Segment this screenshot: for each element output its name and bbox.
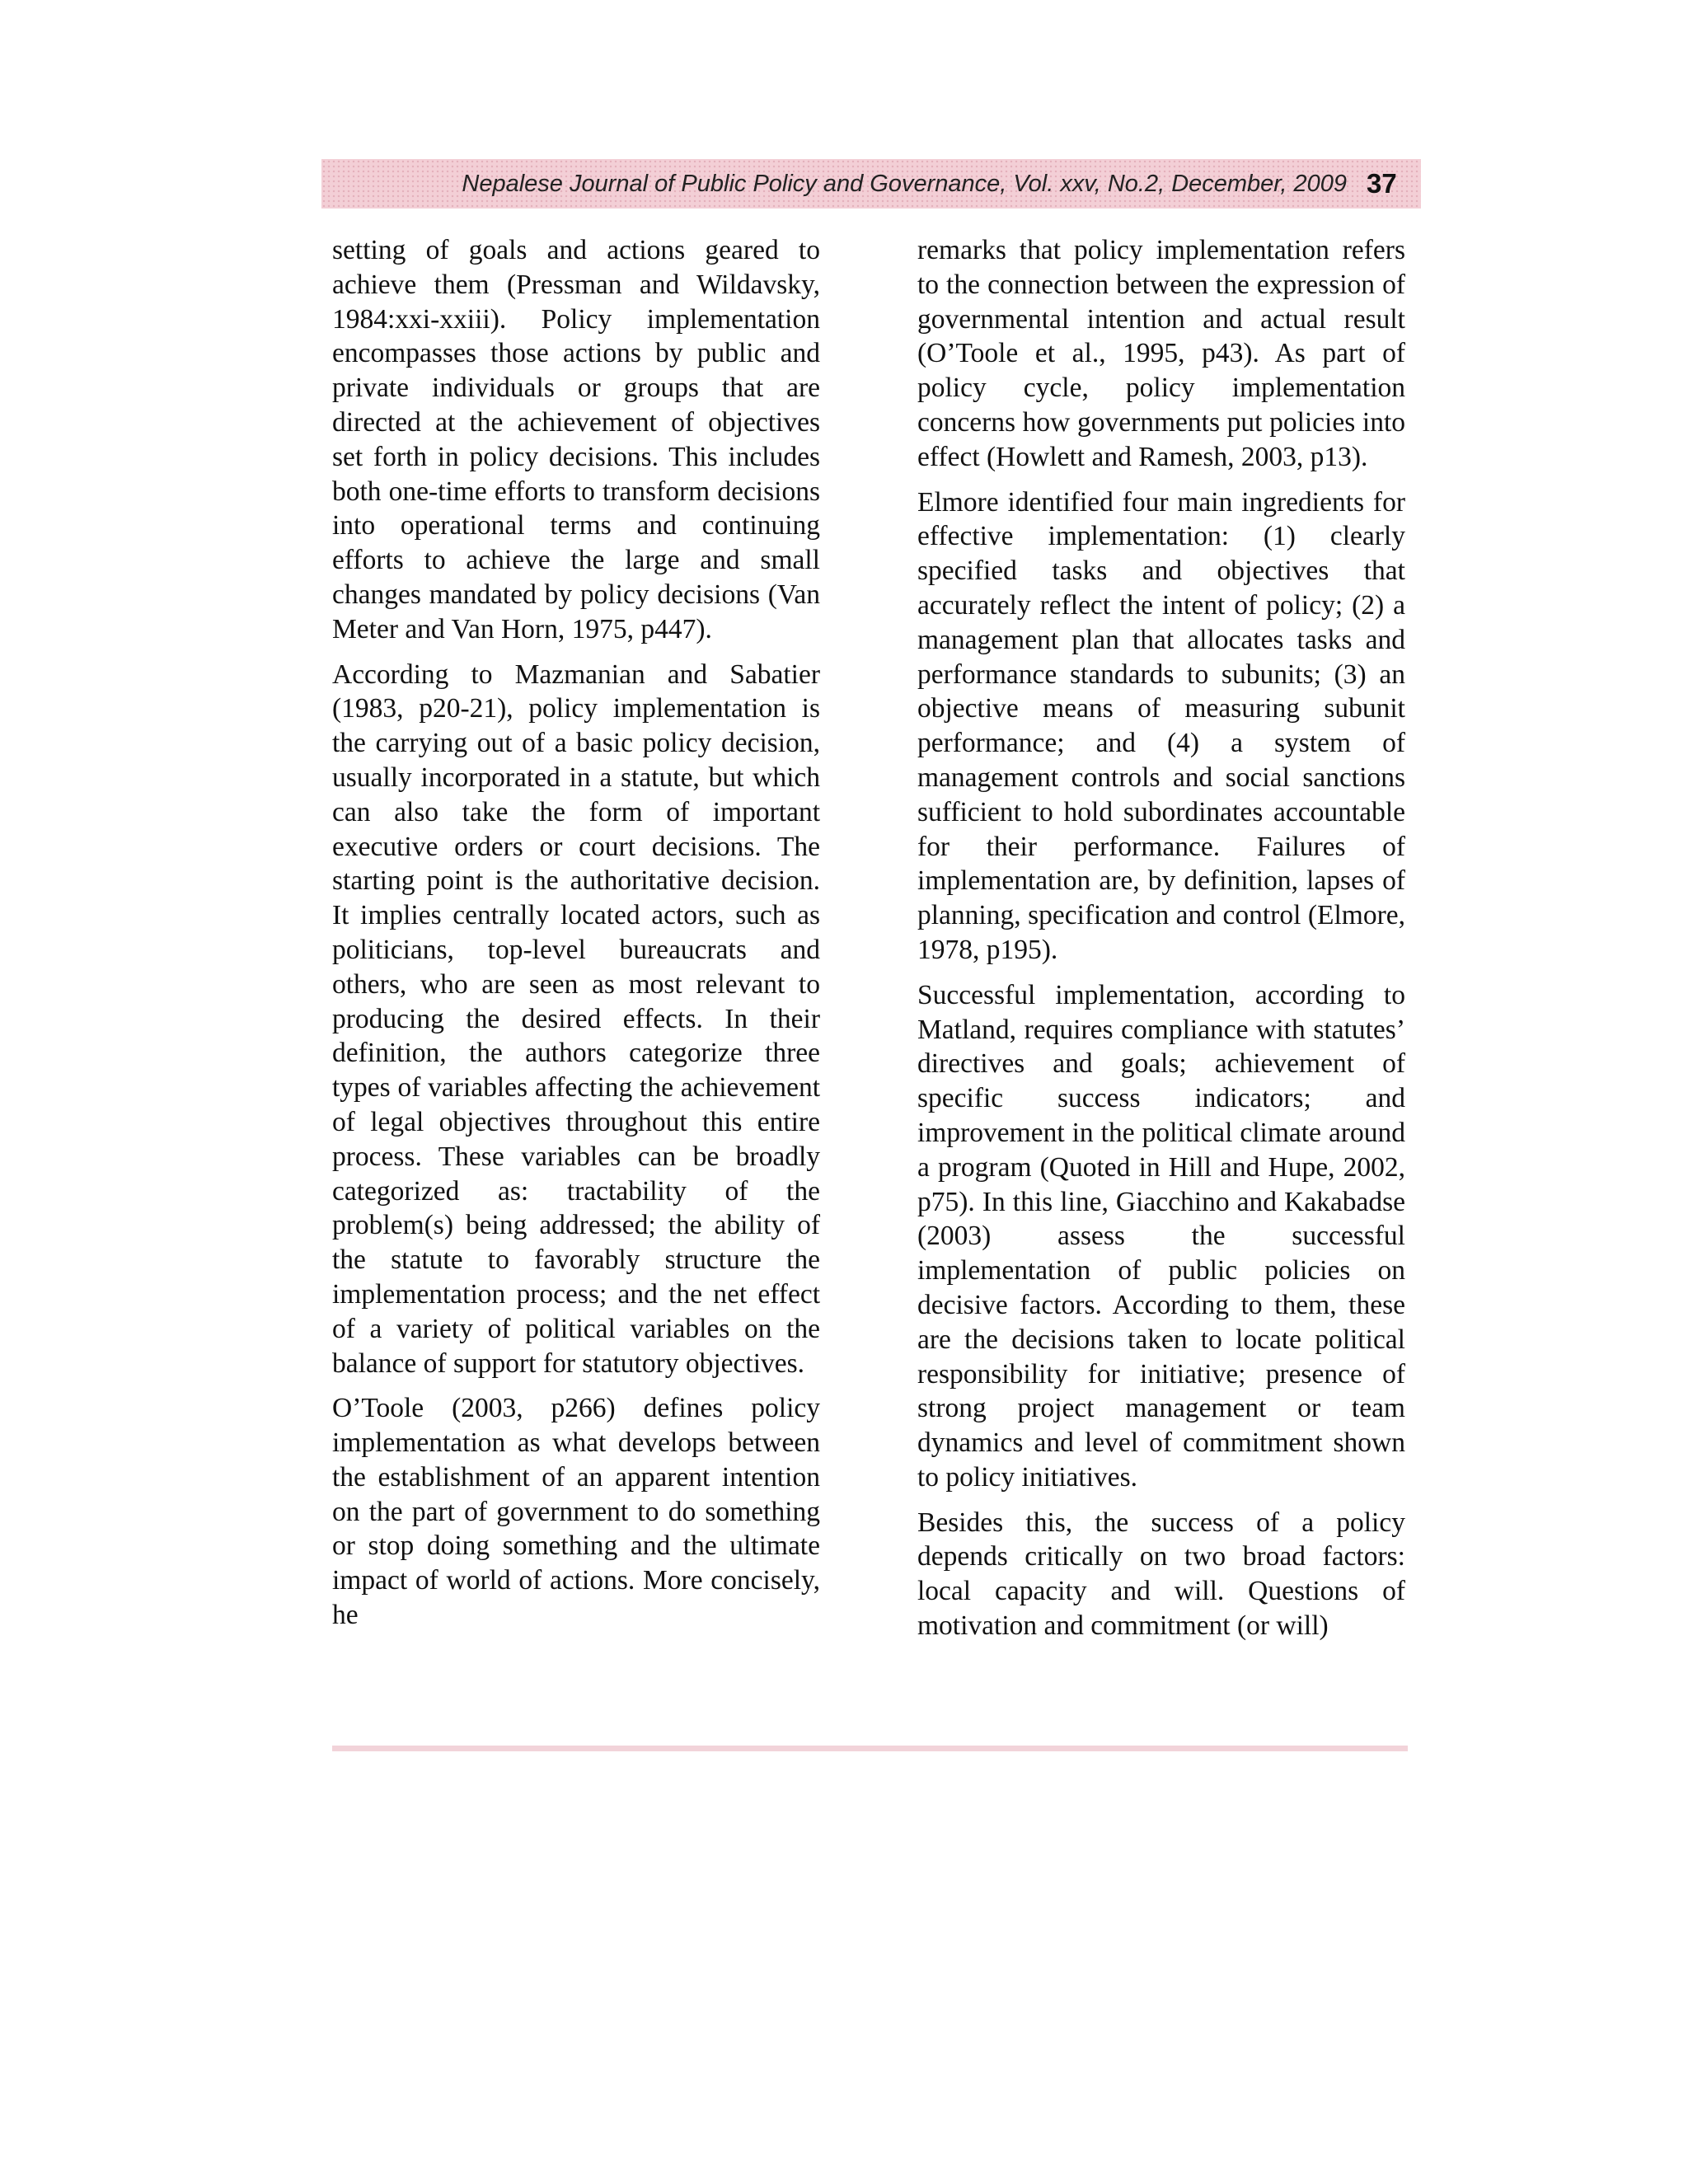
paragraph: Besides this, the success of a policy depends critically on two broad factors: local capacity and will. Questions of motivation and commitment (or will) — [917, 1507, 1405, 1642]
paragraph: Successful implementation, according to Matland, requires compliance with statutes’ directives and goals; achievement of specific success indicators; and improvement in the political climate around a program (Quoted in Hill and Hupe, 2002, p75). In this line, Giacchino and Kakabadse (2003) assess the successful implementation of public policies on decisive factors. According to them, these are the decisions taken to locate political responsibility for initiative; presence of strong project management or team dynamics and level of commitment shown to policy initiatives. — [917, 979, 1405, 1493]
running-header — [321, 159, 1421, 209]
right-column — [917, 233, 1405, 1654]
paragraph: remarks that policy implementation refers to the connection between the expression of governmental intention and actual result (O’Toole et al., 1995, p43). As part of policy cycle, policy implementation concerns how governments put policies into effect (Howlett and Ramesh, 2003, p13). — [917, 235, 1405, 472]
page-number: 37 — [1367, 168, 1397, 199]
paragraph: setting of goals and actions geared to achieve them (Pressman and Wildavsky, 1984:xxi-xxiii). Policy implementation encompasses those actions by public and private individuals or groups that are directed at the achievement of objectives set forth in policy decisions. This includes both one-time efforts to transform decisions into operational terms and continuing efforts to achieve the large and small changes mandated by policy decisions (Van Meter and Van Horn, 1975, p447). — [332, 235, 820, 644]
footer-divider — [332, 1746, 1408, 1751]
paragraph: According to Mazmanian and Sabatier (1983, p20-21), policy implementation is the carrying out of a basic policy decision, usually incorporated in a statute, but which can also take the form of important executive orders or court decisions. The starting point is the authoritative decision. It implies centrally located actors, such as politicians, top-level bureaucrats and others, who are seen as most relevant to producing the desired effects. In their definition, the authors categorize three types of variables affecting the achievement of legal objectives throughout this entire process. These variables can be broadly categorized as: tractability of the problem(s) being addressed; the ability of the statute to favorably structure the implementation process; and the net effect of a variety of political variables on the balance of support for statutory objectives. — [332, 658, 820, 1379]
journal-title: Nepalese Journal of Public Policy and Governance, Vol. xxv, No.2, December, 2009 — [462, 171, 1347, 197]
paragraph: Elmore identified four main ingredients for effective implementation: (1) clearly specified tasks and objectives that accurately reflect the intent of policy; (2) a management plan that allocates tasks and performance standards to subunits; (3) an objective means of measuring subunit performance; and (4) a system of management controls and social sanctions sufficient to hold subordinates accountable for their performance. Failures of implementation are, by definition, lapses of planning, specification and control (Elmore, 1978, p195). — [917, 486, 1405, 965]
paragraph: O’Toole (2003, p266) defines policy implementation as what develops between the establishment of an apparent intention on the part of government to do something or stop doing something and the ultimate impact of world of actions. More concisely, he — [332, 1393, 820, 1631]
left-column — [332, 233, 820, 1643]
